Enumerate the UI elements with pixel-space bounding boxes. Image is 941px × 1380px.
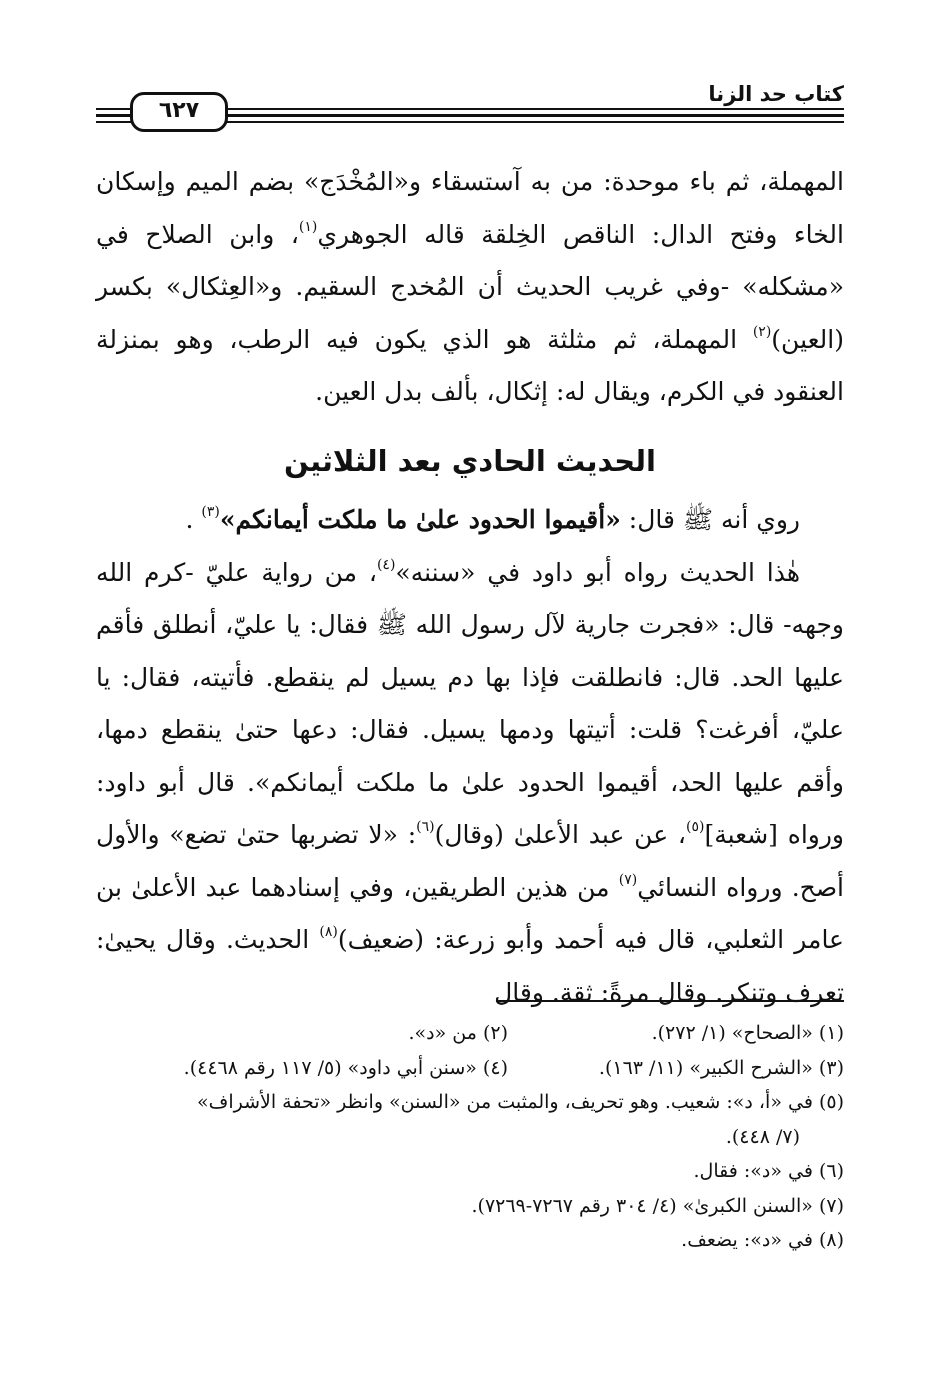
commentary-text: ، من رواية عليّ -كرم الله وجهه- قال: «فجرت جارية لآل رسول الله ﷺ فقال: يا عليّ، أنطلق فأقم عليها الحد. قال: فانطلقت فإذا بها دم يسيل لم ينقطع. فأتيته، فقال: يا عليّ، أفرغت؟ قلت: أتيتها ودمها يسيل. فقال: دعها حتىٰ ينقطع دمها، وأقم عليها الحد، أقيموا الحدود علىٰ ما ملكت أيمانكم». قال أبو داود: ورواه [شعبة] bbox=[96, 557, 845, 849]
footnote-divider bbox=[496, 1000, 844, 1002]
footnote-ref[interactable]: (٦) bbox=[416, 819, 435, 835]
footnote-ref[interactable]: (٢) bbox=[752, 323, 772, 340]
commentary-paragraph bbox=[96, 547, 844, 1020]
footnote-row bbox=[96, 1016, 844, 1051]
commentary-text: : «لا تضربها حتىٰ تضع» والأول أصح. ورواه النسائي bbox=[96, 820, 844, 902]
footnote-ref[interactable]: (٤) bbox=[376, 556, 396, 573]
footnote-1: (١) «الصحاح» (١/ ٢٧٢). bbox=[651, 1022, 844, 1044]
footnote-6: (٦) في «د»: فقال. bbox=[693, 1160, 844, 1182]
footnote-2: (٢) من «د». bbox=[408, 1022, 508, 1044]
footnote-row bbox=[96, 1051, 844, 1086]
footnote-5: (٥) في «أ، د»: شعيب. وهو تحريف، والمثبت من «السنن» وانظر «تحفة الأشراف» bbox=[197, 1091, 844, 1113]
commentary-text: من هذين الطريقين، وفي إسنادهما عبد الأعلىٰ بن عامر الثعلبي، قال فيه أحمد وأبو زرعة: (ضعيف) bbox=[96, 872, 844, 954]
footnote-3: (٣) «الشرح الكبير» (١١/ ١٦٣). bbox=[598, 1056, 844, 1079]
section-title: الحديث الحادي بعد الثلاثين bbox=[284, 444, 656, 478]
footnote-ref[interactable]: (٨) bbox=[319, 924, 338, 940]
footnote-ref[interactable]: (٧) bbox=[618, 871, 638, 888]
footnote-4: (٤) «سنن أبي داود» (٥/ ١١٧ رقم ٤٤٦٨). bbox=[183, 1056, 508, 1079]
hadith-line bbox=[96, 494, 844, 547]
commentary-text: هٰذا الحديث رواه أبو داود في «سننه» bbox=[395, 557, 801, 587]
hadith-text: «أقيموا الحدود علىٰ ما ملكت أيمانكم» bbox=[219, 505, 621, 534]
intro-text: المهملة، ثم مثلثة هو الذي يكون فيه الرطب، وهو بمنزلة العنقود في الكرم، ويقال له: إثكال، بألف بدل العين. bbox=[96, 324, 844, 406]
footnote-ref[interactable]: (٥) bbox=[686, 819, 705, 835]
page-number: ٦٢٧ bbox=[130, 92, 228, 132]
footnote-ref[interactable]: (٣) bbox=[201, 504, 220, 520]
footnote-8: (٨) في «د»: يضعف. bbox=[681, 1229, 844, 1251]
running-title: كتاب حد الزنا bbox=[698, 82, 844, 106]
intro-text: ، وابن الصلاح في «مشكله» -وفي غريب الحديث أن المُخدج السقيم. و«العِثكال» بكسر (العين) bbox=[96, 219, 844, 354]
footnote-5-continued: (٧/ ٤٤٨). bbox=[725, 1125, 800, 1148]
intro-paragraph bbox=[96, 156, 844, 419]
footnote-ref[interactable]: (١) bbox=[298, 218, 318, 235]
hadith-end: . bbox=[185, 505, 202, 534]
hadith-lead: روي أنه ﷺ قال: bbox=[620, 505, 800, 534]
intro-text: المهملة، ثم باء موحدة: من به آستسقاء و«المُخْدَج» بضم الميم وإسكان الخاء وفتح الدال: الناقص الخِلقة قاله الجوهري bbox=[96, 167, 844, 249]
footnotes bbox=[96, 1016, 844, 1258]
footnote-7: (٧) «السنن الكبرىٰ» (٤/ ٣٠٤ رقم ٧٢٦٧-٧٢٦٩). bbox=[471, 1194, 844, 1217]
page-header bbox=[96, 82, 844, 126]
commentary-text: ، عن عبد الأعلىٰ (وقال) bbox=[434, 820, 686, 849]
commentary-text: الحديث. وقال يحيىٰ: تعرف وتنكر. وقال مرةً: ثقة. وقال bbox=[96, 925, 844, 1007]
main-text bbox=[96, 494, 844, 1019]
